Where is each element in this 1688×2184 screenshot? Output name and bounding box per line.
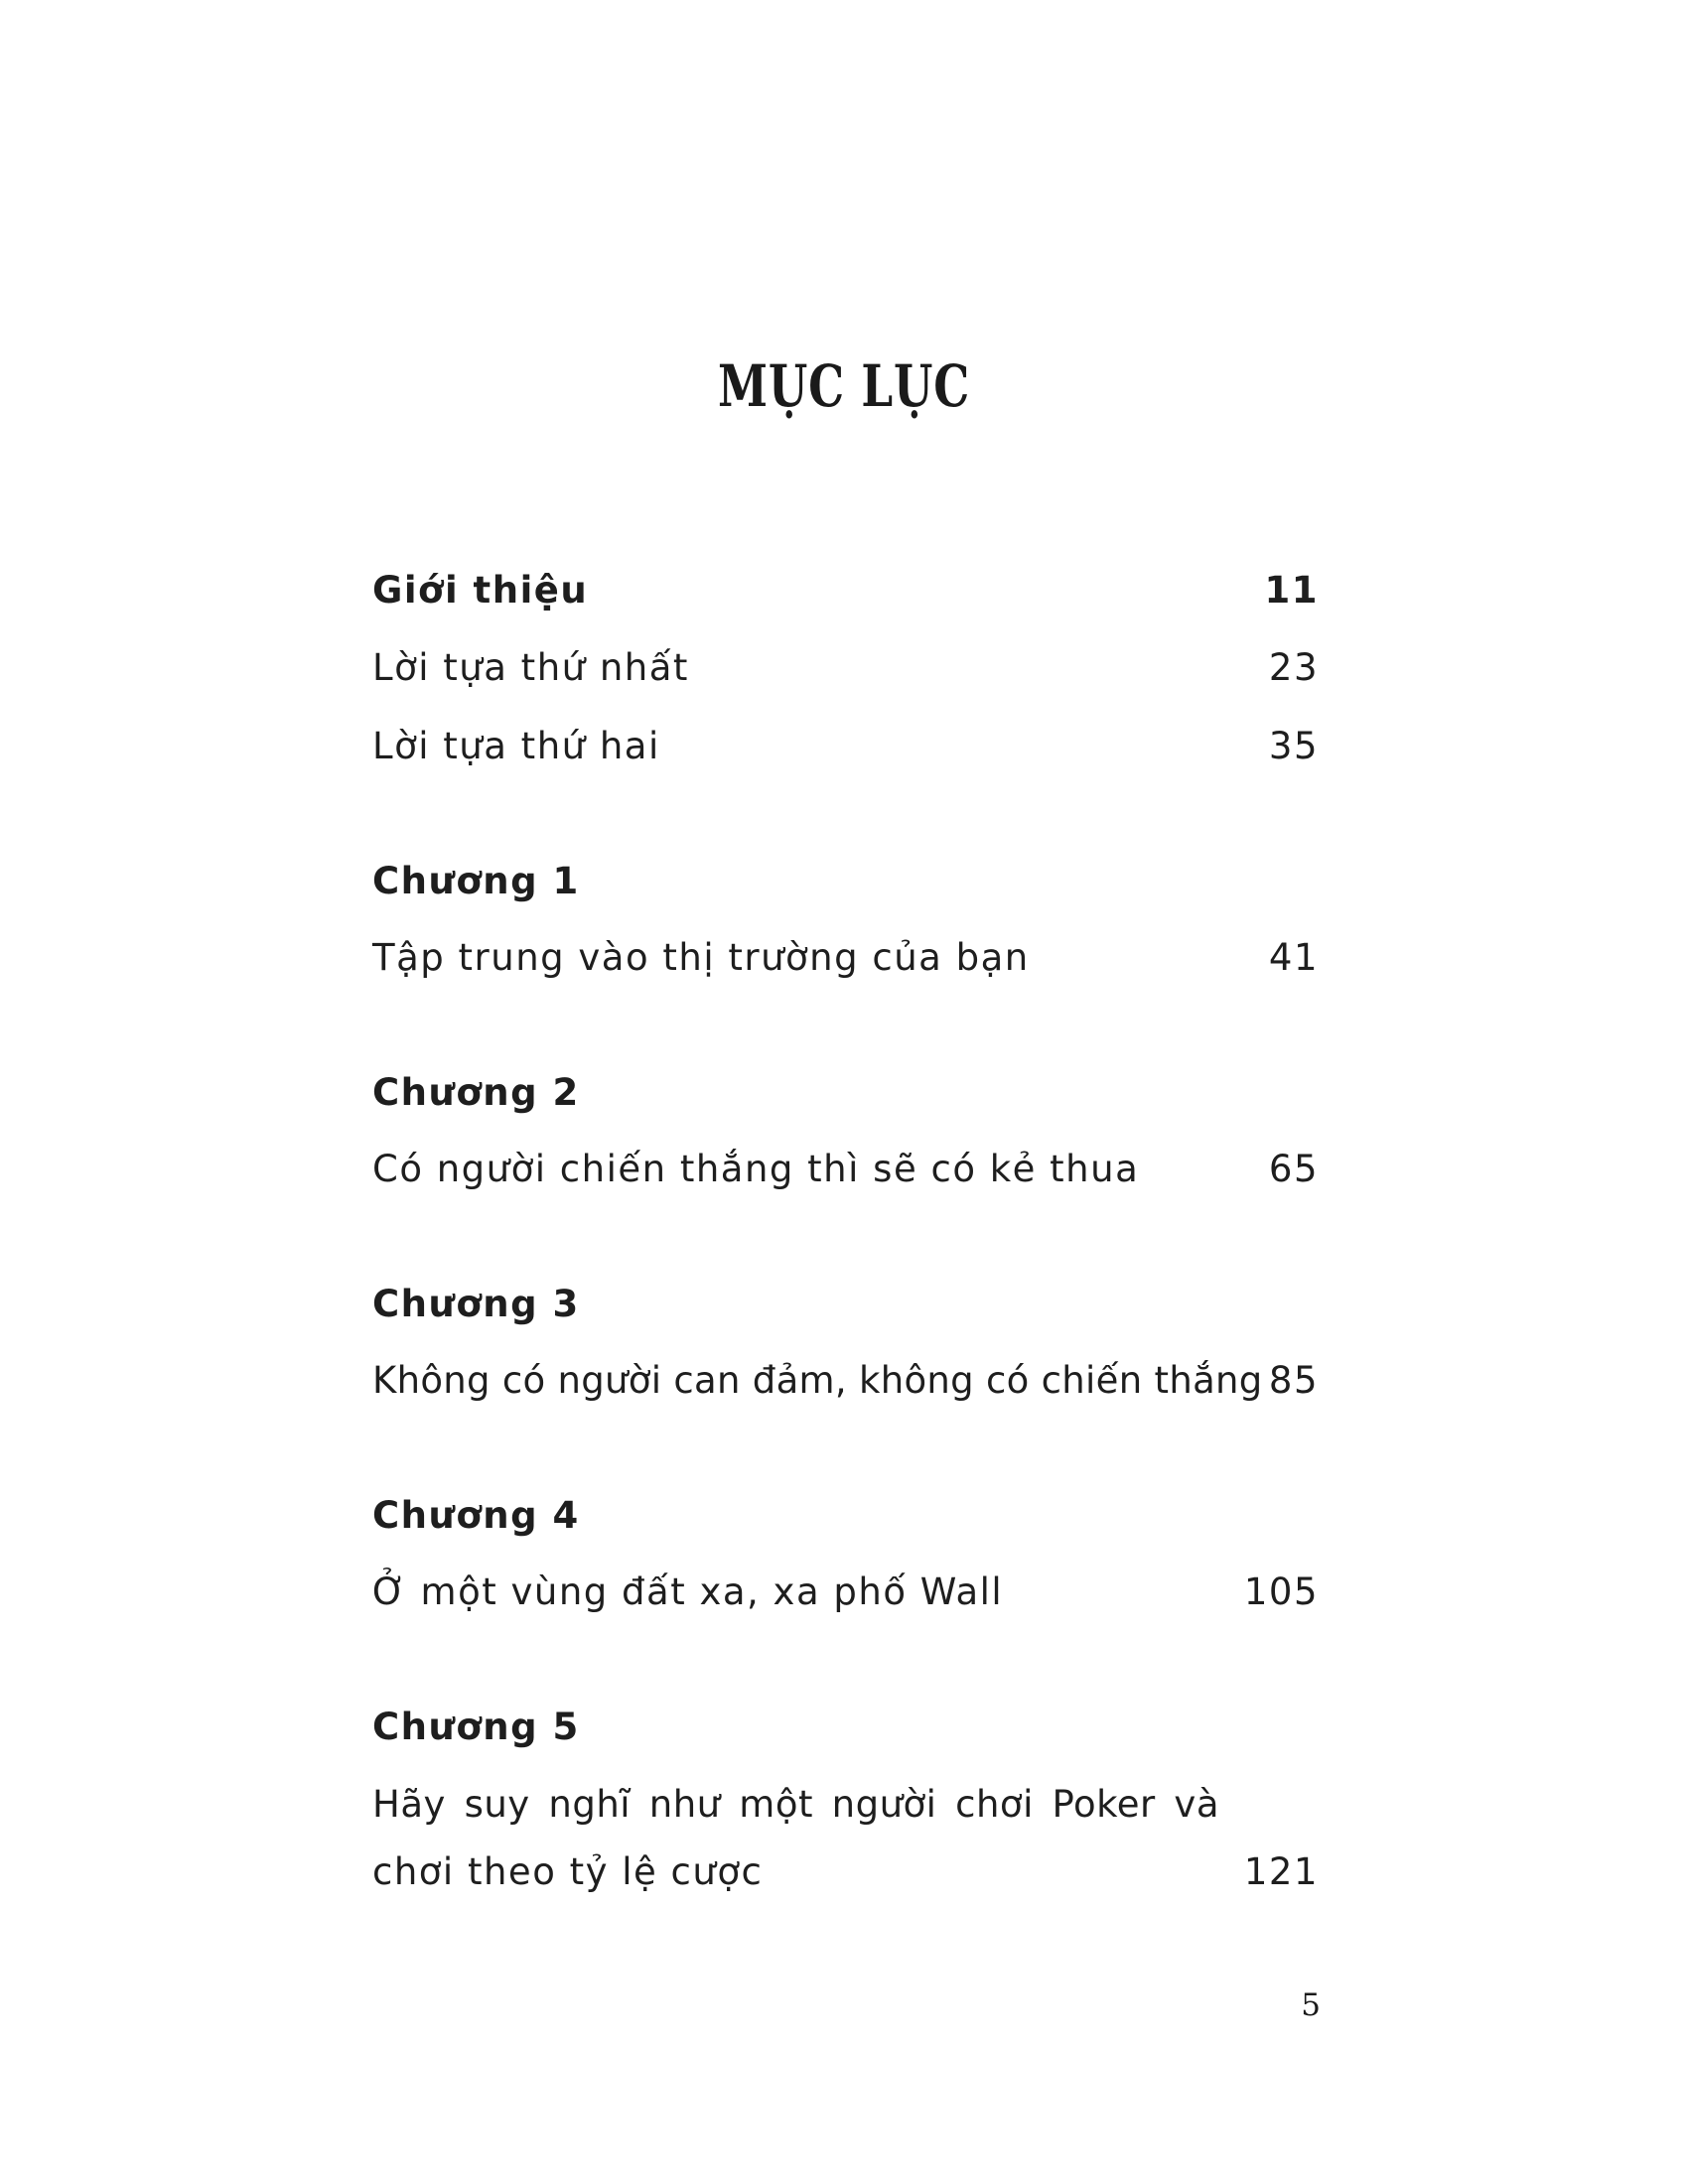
toc-entry-label: Ở một vùng đất xa, xa phố Wall (372, 1570, 1004, 1613)
toc-entry-chapter-4[interactable] (372, 1563, 1319, 1622)
toc-entry-preface-1[interactable] (372, 638, 1319, 698)
toc-entry-label: Hãy suy nghĩ như một người chơi Poker và (372, 1783, 1219, 1826)
toc-entry-chapter-5-line-1[interactable] (372, 1775, 1319, 1835)
toc-entry-page: 23 (1268, 646, 1319, 689)
chapter-heading: Chương 1 (372, 860, 580, 902)
toc-entry-preface-2[interactable] (372, 717, 1319, 776)
toc-entry-page: 105 (1243, 1570, 1319, 1613)
toc-entry-label: Lời tựa thứ hai (372, 725, 660, 767)
toc-entry-chapter-2[interactable] (372, 1140, 1319, 1199)
toc-entry-page: 35 (1268, 725, 1319, 767)
toc-entry-page: 121 (1243, 1850, 1319, 1893)
toc-entry-page: 65 (1268, 1148, 1319, 1190)
toc-entry-label: Có người chiến thắng thì sẽ có kẻ thua (372, 1148, 1140, 1190)
toc-entry-chapter-1[interactable] (372, 928, 1319, 988)
toc-entry-intro[interactable] (372, 561, 1319, 620)
chapter-heading-2 (372, 1063, 1319, 1123)
chapter-heading-3 (372, 1275, 1319, 1334)
toc-entry-label: Tập trung vào thị trường của bạn (372, 936, 1030, 979)
toc-entry-page: 85 (1268, 1359, 1319, 1402)
chapter-heading: Chương 5 (372, 1706, 580, 1748)
toc-entry-page: 11 (1264, 569, 1319, 612)
page-title: MỤC LỤC (717, 352, 971, 420)
chapter-heading: Chương 4 (372, 1494, 580, 1537)
toc-entry-label: Lời tựa thứ nhất (372, 646, 689, 689)
chapter-heading: Chương 3 (372, 1283, 580, 1325)
toc-entry-label: chơi theo tỷ lệ cược (372, 1850, 764, 1893)
chapter-heading-4 (372, 1486, 1319, 1546)
toc-entry-chapter-5-line-2[interactable] (372, 1843, 1319, 1902)
toc-entry-chapter-3[interactable] (372, 1351, 1319, 1411)
chapter-heading: Chương 2 (372, 1071, 580, 1114)
toc-entry-label: Không có người can đảm, không có chiến thắng (372, 1359, 1263, 1402)
page-number: 5 (1301, 1987, 1321, 2023)
chapter-heading-5 (372, 1698, 1319, 1757)
chapter-heading-1 (372, 852, 1319, 911)
toc-entry-label: Giới thiệu (372, 569, 589, 612)
toc-entry-page: 41 (1268, 936, 1319, 979)
